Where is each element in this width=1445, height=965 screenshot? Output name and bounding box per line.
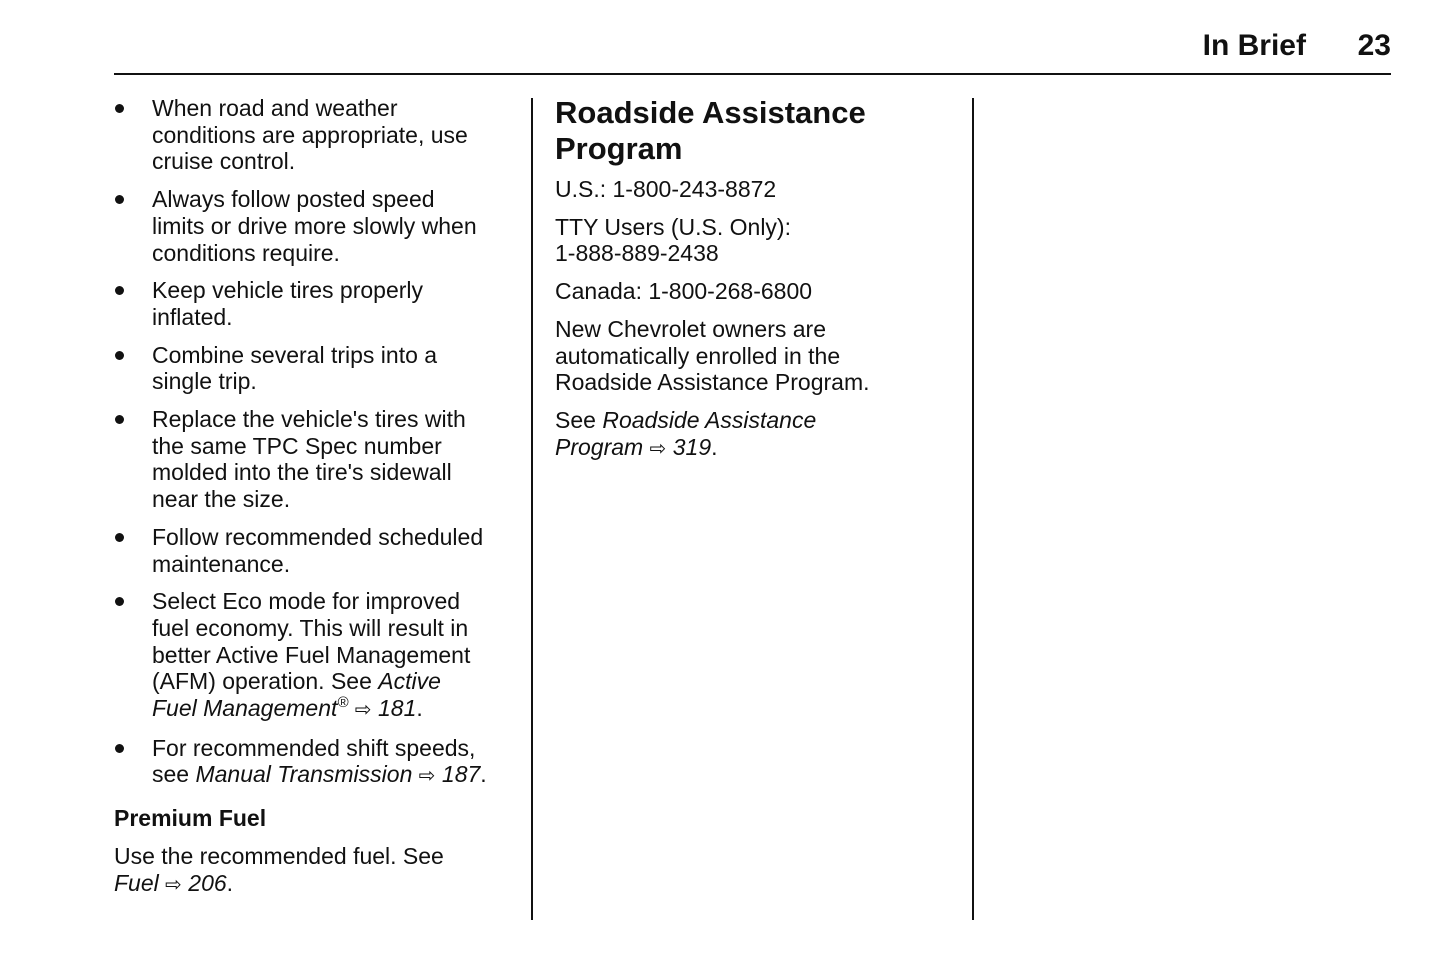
page-reference-arrow-icon: ⇨ [649,437,667,460]
cross-reference-link[interactable]: Roadside Assistance [602,406,817,433]
list-item-eco-mode: Select Eco mode for improved fuel economy. This will result in better Active Fuel Management (AFM) operation. See Active Fuel Management® ⇨ 181. [114,588,514,724]
cross-reference-link[interactable]: Fuel [114,869,159,896]
bullet-icon [115,195,124,204]
page-reference-arrow-icon: ⇨ [418,765,436,788]
bullet-icon [115,533,124,542]
page-reference-arrow-icon: ⇨ [354,699,372,722]
page-reference[interactable]: 181 [378,695,417,722]
see-reference: See Roadside Assistance Program ⇨ 319. [555,407,955,462]
page-reference[interactable]: 319 [672,433,712,460]
canada-phone-number: Canada: 1-800-268-6800 [555,278,813,305]
left-column [114,95,514,898]
section-title: In Brief [1202,29,1306,62]
premium-fuel-heading: Premium Fuel [114,805,267,832]
cross-reference-link[interactable]: Program [555,433,644,460]
roadside-assistance-heading: Roadside Assistance Program [555,95,866,166]
list-item: Combine several trips into a single trip. [114,342,514,395]
list-item: Keep vehicle tires properly inflated. [114,277,514,330]
list-item: Replace the vehicle's tires with the same TPC Spec number molded into the tire's sidewall near the size. [114,406,514,513]
list-item: Always follow posted speed limits or drive more slowly when conditions require. [114,186,514,266]
tips-list [114,95,514,790]
list-item: When road and weather conditions are appropriate, use cruise control. [114,95,514,175]
page-number: 23 [1357,29,1391,62]
list-item-shift-speeds: For recommended shift speeds, see Manual Transmission ⇨ 187. [114,735,514,790]
bullet-icon [115,415,124,424]
bullet-icon [115,744,124,753]
page-reference[interactable]: 187 [441,761,481,788]
cross-reference-link[interactable]: Fuel Management [152,695,338,722]
premium-fuel-text: Use the recommended fuel. See Fuel ⇨ 206. [114,843,514,898]
bullet-icon [115,351,124,360]
bullet-icon [115,104,124,113]
column-divider [972,98,974,920]
cross-reference-link[interactable]: Manual Transmission [195,761,413,788]
bullet-icon [115,597,124,606]
cross-reference-link[interactable]: Active [378,668,441,695]
header-rule [114,73,1391,75]
enrollment-text: New Chevrolet owners are automatically enrolled in the Roadside Assistance Program. [555,315,870,396]
page-reference-arrow-icon: ⇨ [165,873,182,896]
tty-phone-number: TTY Users (U.S. Only): 1-888-889-2438 [555,213,791,267]
middle-column [555,95,955,473]
bullet-icon [115,286,124,295]
column-divider [531,98,533,920]
us-phone-number: U.S.: 1-800-243-8872 [555,176,777,202]
list-item: Follow recommended scheduled maintenance. [114,524,514,577]
registered-mark: ® [337,694,349,712]
page-reference[interactable]: 206 [188,869,227,896]
